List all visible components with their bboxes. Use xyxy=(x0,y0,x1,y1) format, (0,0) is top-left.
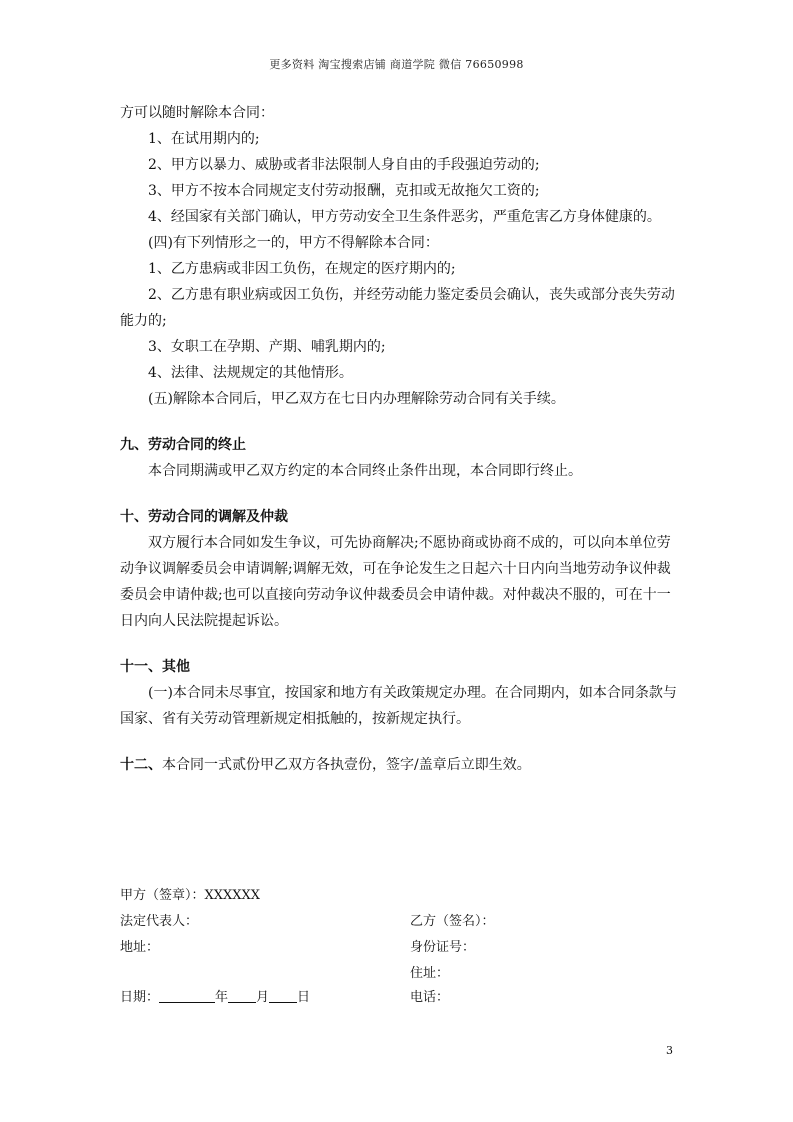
section-effect xyxy=(120,752,680,778)
contract-body xyxy=(120,100,680,778)
paragraph-clause-five: (五)解除本合同后，甲乙双方在七日内办理解除劳动合同有关手续。 xyxy=(148,391,565,407)
arbitration-line: 日内向人民法院提起诉讼。 xyxy=(120,613,288,629)
section-title-effect: 十二、 xyxy=(120,757,162,773)
day-blank xyxy=(269,988,297,1003)
list-item: 1、在试用期内的; xyxy=(148,131,260,147)
year-label: 年 xyxy=(215,990,229,1005)
list-item: 1、乙方患病或非因工负伤，在规定的医疗期内的; xyxy=(148,261,456,277)
list-item: 3、女职工在孕期、产期、哺乳期内的; xyxy=(148,339,386,355)
paragraph-clause-four: (四)有下列情形之一的，甲方不得解除本合同： xyxy=(148,235,439,251)
page-header: 更多资料 淘宝搜索店铺 商道学院 微信 76650998 xyxy=(269,58,524,71)
legal-representative-label: 法定代表人： xyxy=(120,914,199,929)
paragraph-intro: 方可以随时解除本合同： xyxy=(120,105,274,121)
list-item: 2、甲方以暴力、威胁或者非法限制人身自由的手段强迫劳动的; xyxy=(148,157,540,173)
section-title-arbitration: 十、劳动合同的调解及仲裁 xyxy=(120,509,288,525)
section-title-termination: 九、劳动合同的终止 xyxy=(120,437,246,453)
section-text-termination: 本合同期满或甲乙双方约定的本合同终止条件出现，本合同即行终止。 xyxy=(148,463,582,479)
list-item: 4、经国家有关部门确认，甲方劳动安全卫生条件恶劣，严重危害乙方身体健康的。 xyxy=(148,209,661,225)
date-label: 日期： xyxy=(120,990,160,1005)
day-label: 日 xyxy=(297,990,311,1005)
other-line: (一)本合同未尽事宜，按国家和地方有关政策规定办理。在合同期内，如本合同条款与 xyxy=(148,685,677,701)
address-label: 地址： xyxy=(120,940,160,955)
list-item-continuation: 能力的; xyxy=(120,313,167,329)
month-label: 月 xyxy=(256,990,270,1005)
date-field xyxy=(120,988,310,1008)
list-item: 4、法律、法规规定的其他情形。 xyxy=(148,365,353,381)
arbitration-line: 动争议调解委员会申请调解;调解无效，可在争论发生之日起六十日内向当地劳动争议仲裁 xyxy=(120,561,671,577)
party-a-signature: 甲方（签章）：XXXXXX xyxy=(120,888,261,903)
id-number-label: 身份证号： xyxy=(410,940,476,955)
list-item: 2、乙方患有职业病或因工负伤，并经劳动能力鉴定委员会确认，丧失或部分丧失劳动 xyxy=(148,287,675,303)
arbitration-line: 委员会申请仲裁;也可以直接向劳动争议仲裁委员会申请仲裁。对仲裁决不服的，可在十一 xyxy=(120,587,671,603)
residence-label: 住址： xyxy=(410,966,450,981)
page-number: 3 xyxy=(666,1044,673,1057)
party-b-signature: 乙方（签名）： xyxy=(410,914,495,929)
section-text-effect: 本合同一式贰份甲乙双方各执壹份，签字/盖章后立即生效。 xyxy=(162,757,531,773)
arbitration-line: 双方履行本合同如发生争议，可先协商解决;不愿协商或协商不成的，可以向本单位劳 xyxy=(148,535,671,551)
year-blank xyxy=(159,988,215,1003)
section-title-other: 十一、其他 xyxy=(120,659,190,675)
list-item: 3、甲方不按本合同规定支付劳动报酬，克扣或无故拖欠工资的; xyxy=(148,183,540,199)
phone-label: 电话： xyxy=(410,990,450,1005)
month-blank xyxy=(228,988,256,1003)
other-line: 国家、省有关劳动管理新规定相抵触的，按新规定执行。 xyxy=(120,711,470,727)
